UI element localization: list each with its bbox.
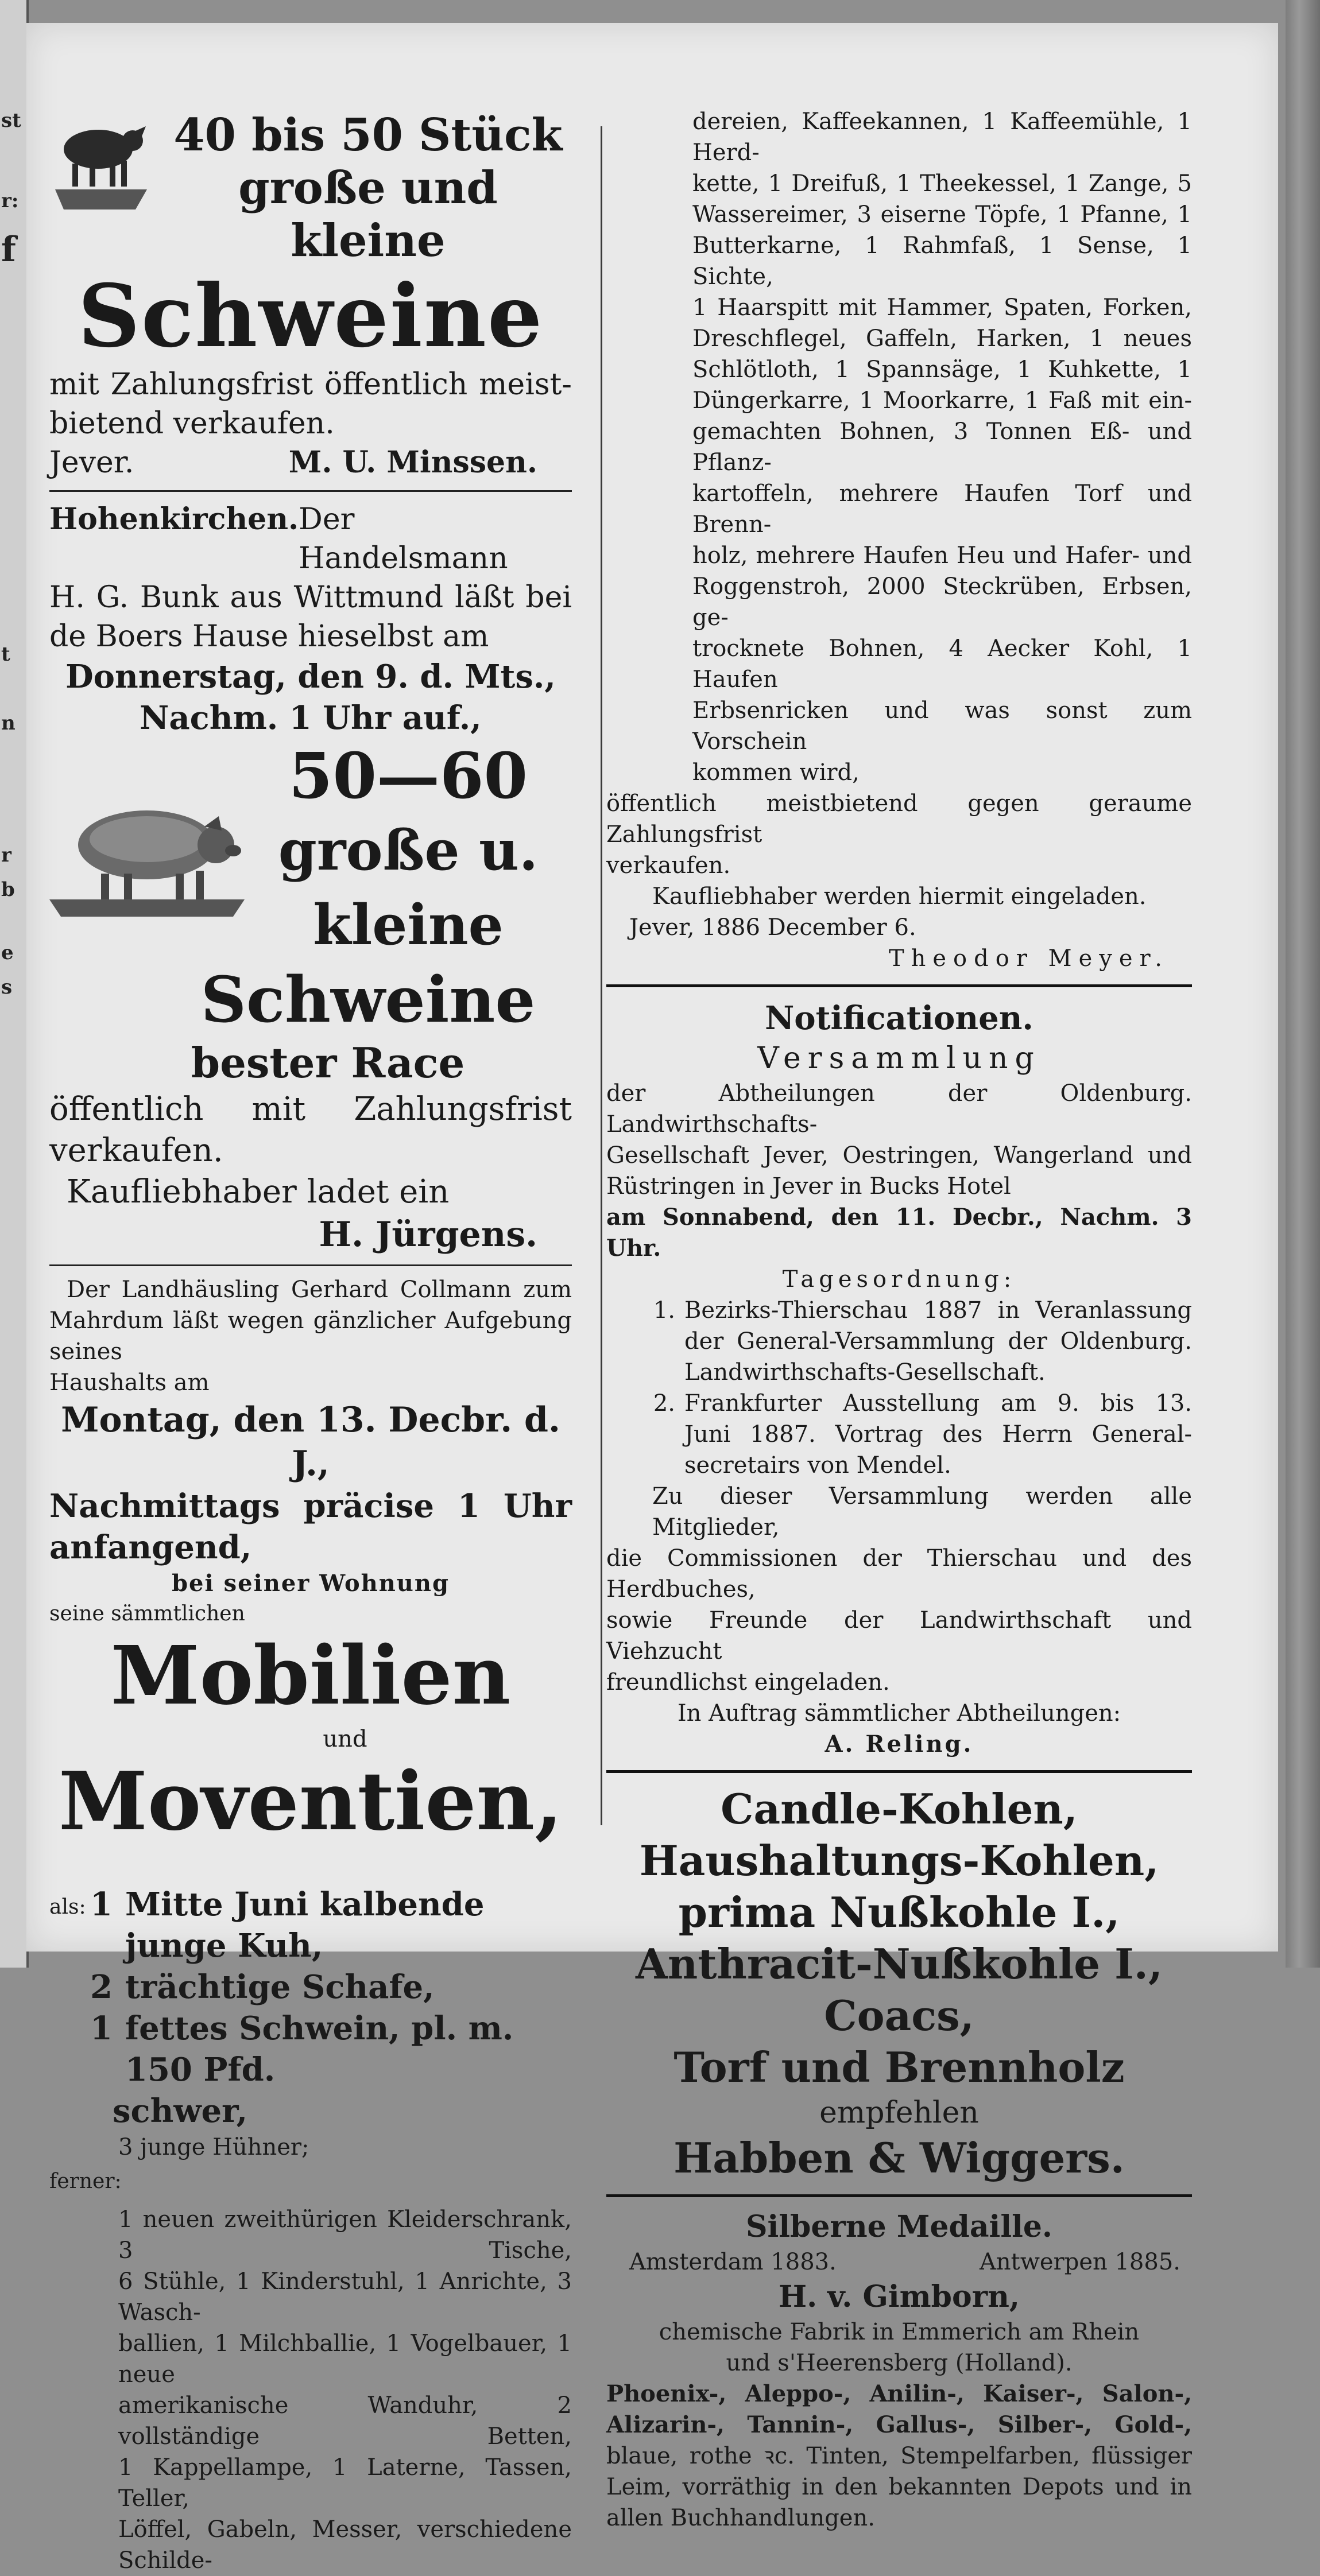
- section-separator: [606, 2194, 1192, 2197]
- medal-title: Silberne Medaille.: [745, 2209, 1053, 2244]
- notification: [606, 998, 1192, 1760]
- text-line: Alizarin-, Tannin-, Gallus-, Silber-, Gold-,: [606, 2411, 1192, 2438]
- ad-body-line: öffentlich mit Zahlungsfrist verkaufen.: [49, 1091, 572, 1169]
- text-line: Frankfurter Ausstellung am 9. bis 13.: [684, 1390, 1192, 1417]
- text-line: die Commissionen der Thierschau und des Herdbuches,: [606, 1545, 1192, 1603]
- margin-fragment: f: [1, 230, 16, 270]
- ad-date: Donnerstag, den 9. d. Mts.,: [65, 658, 556, 696]
- text-line: Roggenstroh, 2000 Steckrüben, Erbsen, ge-: [692, 573, 1192, 631]
- ad-body-line: bietend verkaufen.: [49, 406, 335, 441]
- item-list: [49, 1884, 572, 2163]
- left-column: [49, 109, 572, 2576]
- text-line: Rüstringen in Jever in Bucks Hotel: [606, 1173, 1011, 1200]
- margin-fragment: t: [1, 643, 10, 666]
- coal-seller: Habben & Wiggers.: [673, 2133, 1125, 2182]
- ad-seller: M. U. Minssen.: [288, 445, 537, 480]
- text-line: 6 Stühle, 1 Kinderstuhl, 1 Anrichte, 3 Wasch-: [118, 2268, 572, 2326]
- agenda-item: [606, 1388, 1192, 1481]
- text-line: Gesellschaft Jever, Oestringen, Wangerland und: [606, 1142, 1192, 1169]
- coal-line: Candle-Kohlen,: [721, 1784, 1078, 1833]
- ad-big-word: Moventien,: [58, 1755, 563, 1849]
- list-item: [49, 2008, 572, 2090]
- company-address: und s'Heerensberg (Holland).: [726, 2350, 1073, 2376]
- ad-signature: Theodor Meyer.: [888, 945, 1169, 972]
- company-address: chemische Fabrik in Emmerich am Rhein: [659, 2319, 1140, 2345]
- text-line: Bezirks-Thierschau 1887 in Veranlassung: [684, 1297, 1192, 1324]
- section-separator: [606, 984, 1192, 987]
- ad-body-line: Haushalts am: [49, 1370, 210, 1396]
- list-item-text: Mitte Juni kalbende junge Kuh,: [125, 1886, 485, 1965]
- text-line: 1 Haarspitt mit Hammer, Spaten, Forken,: [692, 294, 1192, 321]
- text-line: verkaufen.: [606, 852, 731, 879]
- margin-fragment: r: [1, 844, 11, 867]
- section-title: Notificationen.: [765, 999, 1033, 1037]
- list-item-count: 1: [90, 1886, 113, 1923]
- text-line: amerikanische Wanduhr, 2 vollständige Betten,: [118, 2392, 572, 2450]
- text-line: Löffel, Gabeln, Messer, verschiedene Schilde-: [118, 2516, 572, 2574]
- text-line: secretairs von Mendel.: [684, 1452, 951, 1479]
- ad-big-word: Mobilien: [110, 1629, 511, 1723]
- agenda-title: Tagesordnung:: [782, 1266, 1016, 1293]
- text-line: gemachten Bohnen, 3 Tonnen Eß- und Pflanz-: [692, 418, 1192, 476]
- column-divider: [601, 126, 602, 1825]
- section-separator: [606, 1770, 1192, 1773]
- text-line: Phoenix-, Aleppo-, Anilin-, Kaiser-, Salon-,: [606, 2380, 1192, 2407]
- pig-illustration-icon: [49, 109, 153, 218]
- ad-body-line: Kaufliebhaber ladet ein: [67, 1173, 450, 1211]
- agenda-item: [606, 1295, 1192, 1388]
- meeting-date: am Sonnabend, den 11. Decbr., Nachm. 3 Uhr.: [606, 1204, 1192, 1262]
- text-line: Wassereimer, 3 eiserne Töpfe, 1 Pfanne, 1: [692, 201, 1192, 228]
- text-line: Kaufliebhaber werden hiermit eingeladen.: [652, 883, 1147, 910]
- ad-body-line: H. G. Bunk aus Wittmund läßt bei: [49, 580, 572, 615]
- ad-collmann-continued: [606, 106, 1192, 788]
- ad-time: Nachm. 1 Uhr auf.,: [140, 699, 482, 737]
- text-line: öffentlich meistbietend gegen geraume Zahlungsfrist: [606, 790, 1192, 848]
- section-subtitle: Versammlung: [757, 1041, 1041, 1076]
- margin-fragment: n: [1, 712, 16, 735]
- text-line: sowie Freunde der Landwirthschaft und Viehzucht: [606, 1607, 1192, 1665]
- page-edge: [1286, 0, 1320, 1968]
- text-line: kommen wird,: [692, 759, 860, 786]
- ad-body-line: seine sämmtlichen: [49, 1602, 245, 1625]
- ad-headline: große u. kleine: [278, 818, 539, 957]
- agenda-number: 2.: [653, 1390, 675, 1417]
- pig-illustration-icon: [49, 782, 245, 920]
- text-line: kette, 1 Dreifuß, 1 Theekessel, 1 Zange, 5: [692, 170, 1192, 197]
- right-column: [606, 106, 1192, 2534]
- list-item-count: 1: [90, 2009, 113, 2047]
- text-line: Schlötloth, 1 Spannsäge, 1 Kuhkette, 1: [692, 356, 1192, 383]
- text-line: Butterkarne, 1 Rahmfaß, 1 Sense, 1 Sichte,: [692, 232, 1192, 290]
- margin-fragment: r:: [1, 189, 19, 212]
- company-name: H. v. Gimborn,: [778, 2279, 1020, 2314]
- list-item: 3 junge Hühner;: [118, 2134, 309, 2160]
- text-line: ballien, 1 Milchballie, 1 Vogelbauer, 1 neue: [118, 2330, 572, 2388]
- text-line: kartoffeln, mehrere Haufen Torf und Brenn-: [692, 480, 1192, 538]
- margin-fragment: e: [1, 941, 14, 964]
- ad-body-line: Mahrdum läßt wegen gänzlicher Aufgebung seines: [49, 1308, 572, 1365]
- list-label: als:: [49, 1895, 86, 1919]
- text-line: Erbsenricken und was sonst zum Vorschein: [692, 697, 1192, 755]
- coal-line: Coacs,: [824, 1991, 974, 2040]
- ad-big-word: Schweine: [78, 266, 544, 367]
- text-line: Dreschflegel, Gaffeln, Harken, 1 neues: [692, 325, 1192, 352]
- margin-fragment: st: [1, 109, 21, 132]
- text-line: In Auftrag sämmtlicher Abtheilungen:: [677, 1700, 1121, 1727]
- ad-place: Jever.: [49, 445, 134, 480]
- text-line: 1 Kappellampe, 1 Laterne, Tassen, Teller,: [118, 2454, 572, 2512]
- notification-signature: A. Reling.: [824, 1731, 974, 1758]
- list-item-text: trächtige Schafe,: [125, 1968, 435, 2006]
- ad-body-line: de Boers Hause hieselbst am: [49, 619, 489, 654]
- ad-place: bei seiner Wohnung: [172, 1570, 450, 1597]
- list-item-text: fettes Schwein, pl. m. 150 Pfd.: [125, 2009, 514, 2089]
- list-item: [49, 1884, 572, 1966]
- ad-time: Nachmittags präcise 1 Uhr anfangend,: [49, 1487, 572, 1566]
- coal-line: Haushaltungs-Kohlen,: [639, 1836, 1159, 1885]
- margin-fragment: b: [1, 878, 15, 901]
- binding-margin: [0, 0, 29, 1968]
- text-line: blaue, rothe ꝛc. Tinten, Stempelfarben, flüssiger: [606, 2443, 1192, 2469]
- ad-place-date: Jever, 1886 December 6.: [629, 914, 916, 941]
- coal-line: Anthracit-Nußkohle I.,: [636, 1939, 1163, 1988]
- ad-bunk: [49, 500, 572, 1256]
- ad-seller: H. Jürgens.: [319, 1215, 537, 1255]
- ad-separator: [49, 490, 572, 492]
- medal-city: Amsterdam 1883.: [629, 2249, 837, 2275]
- list-label: ferner:: [49, 2170, 122, 2193]
- ad-place: Hohenkirchen.: [49, 502, 299, 537]
- ad-separator: [49, 1264, 572, 1266]
- text-line: Leim, vorräthig in den bekannten Depots und in: [606, 2474, 1192, 2500]
- text-line: trocknete Bohnen, 4 Aecker Kohl, 1 Haufen: [692, 635, 1192, 693]
- text-line: allen Buchhandlungen.: [606, 2505, 875, 2531]
- text-line: freundlichst eingeladen.: [606, 1669, 890, 1696]
- text-line: Landwirthschafts-Gesellschaft.: [684, 1359, 1046, 1386]
- margin-fragment: s: [1, 976, 13, 999]
- ad-big-word: Schweine: [200, 963, 536, 1037]
- text-line: der Abtheilungen der Oldenburg. Landwirthschafts-: [606, 1080, 1192, 1138]
- coal-recommend: empfehlen: [819, 2096, 979, 2130]
- list-item: [49, 1966, 572, 2008]
- ad-collmann: [49, 1274, 572, 2576]
- ad-numbers: 50—60: [288, 739, 528, 813]
- newspaper-page: [26, 23, 1278, 2574]
- text-line: der General-Versammlung der Oldenburg.: [684, 1328, 1192, 1355]
- text-line: holz, mehrere Haufen Heu und Hafer- und: [692, 542, 1192, 569]
- list-item-count: 2: [90, 1968, 113, 2006]
- gimborn-ad: [606, 2208, 1192, 2534]
- ad-body-line: Der Landhäusling Gerhard Collmann zum: [67, 1277, 572, 1303]
- ad-race: bester Race: [191, 1038, 465, 1087]
- coal-line: prima Nußkohle I.,: [678, 1888, 1120, 1937]
- text-line: Juni 1887. Vortrag des Herrn General-: [684, 1421, 1192, 1448]
- ad-body-line: mit Zahlungsfrist öffentlich meist-: [49, 367, 572, 402]
- text-line: 1 neuen zweithürigen Kleiderschrank, 3 Tische,: [118, 2206, 572, 2264]
- medal-city: Antwerpen 1885.: [979, 2249, 1180, 2275]
- text-line: Düngerkarre, 1 Moorkarre, 1 Faß mit ein-: [692, 387, 1192, 414]
- list-item-continuation: schwer,: [113, 2092, 248, 2130]
- ad-date: Montag, den 13. Decbr. d. J.,: [61, 1400, 560, 1484]
- text-line: Zu dieser Versammlung werden alle Mitglieder,: [652, 1483, 1192, 1541]
- ad-minssen: [49, 109, 572, 482]
- ad-headline: 40 bis 50 Stück: [173, 109, 563, 161]
- ad-body-line: Der Handelsmann: [299, 502, 508, 576]
- text-line: dereien, Kaffeekannen, 1 Kaffeemühle, 1 Herd-: [692, 108, 1192, 166]
- ad-headline: große und kleine: [238, 162, 498, 267]
- coal-ad: [606, 1783, 1192, 2184]
- coal-line: Torf und Brennholz: [673, 2043, 1125, 2092]
- ad-connector: und: [323, 1726, 367, 1752]
- ferner-list: [49, 2172, 572, 2576]
- agenda-number: 1.: [653, 1297, 675, 1324]
